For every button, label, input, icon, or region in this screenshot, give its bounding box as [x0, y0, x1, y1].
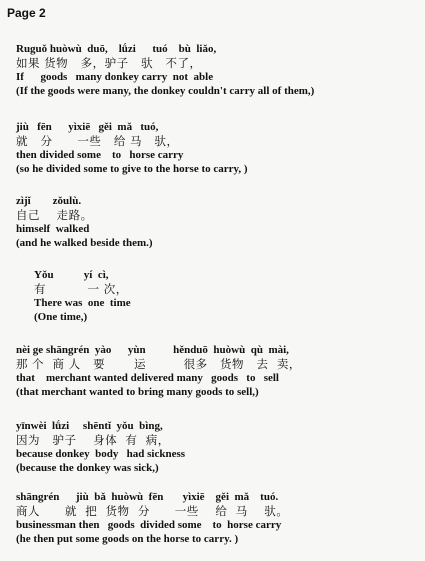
translation-line: (he then put some goods on the horse to carry. )	[16, 533, 239, 545]
gloss-line: There was one time	[34, 297, 131, 309]
pinyin-line: nèi ge shāngrén yào yùn hěnduō huòwù qù mài,	[16, 344, 289, 356]
text-block-4	[34, 268, 131, 324]
page-title: Page 2	[7, 6, 46, 20]
translation-line: (because the donkey was sick,)	[16, 462, 159, 474]
chinese-line: 就 分 一些 给 马 驮，	[16, 134, 179, 148]
pinyin-line: shāngrén jiù bǎ huòwù fēn yìxiē gěi mǎ tuó.	[16, 491, 279, 503]
translation-line: (so he divided some to give to the horse to carry, )	[16, 163, 248, 175]
text-block-6	[16, 419, 185, 475]
text-block-3	[16, 194, 153, 250]
gloss-line: that merchant wanted delivered many goods to sell	[16, 372, 279, 384]
gloss-line: businessman then goods divided some to horse carry	[16, 519, 282, 531]
text-block-1	[16, 42, 314, 98]
gloss-line: because donkey body had sickness	[16, 448, 186, 460]
chinese-line: 自己 走路。	[16, 208, 93, 222]
chinese-line: 因为 驴子 身体 有 病，	[16, 433, 170, 447]
chinese-line: 有 一 次，	[34, 282, 128, 296]
gloss-line: If goods many donkey carry not able	[16, 71, 214, 83]
text-block-7	[16, 490, 288, 546]
pinyin-line: Ruguǒ huòwù duō, lǘzi tuó bù liǎo,	[16, 43, 217, 55]
chinese-line: 那 个 商 人 要 运 很多 货物 去 卖，	[16, 357, 301, 371]
chinese-line: 商人 就 把 货物 分 一些 给 马 驮。	[16, 504, 289, 518]
pinyin-line: jiù fēn yìxiē gěi mǎ tuó,	[16, 121, 159, 133]
chinese-line: 如果 货物 多，驴子 驮 不了，	[16, 56, 202, 70]
gloss-line: then divided some to horse carry	[16, 149, 184, 161]
pinyin-line: yīnwèi lǘzi shēntǐ yǒu bìng,	[16, 420, 163, 432]
text-block-2	[16, 120, 248, 176]
pinyin-line: zìjǐ zǒulù.	[16, 195, 82, 207]
translation-line: (that merchant wanted to bring many goods to sell,)	[16, 386, 259, 398]
pinyin-line: Yǒu yí cì,	[34, 269, 109, 281]
text-block-5	[16, 343, 301, 399]
translation-line: (If the goods were many, the donkey couldn't carry all of them,)	[16, 85, 315, 97]
translation-line: (One time,)	[34, 311, 88, 323]
gloss-line: himself walked	[16, 223, 90, 235]
translation-line: (and he walked beside them.)	[16, 237, 153, 249]
